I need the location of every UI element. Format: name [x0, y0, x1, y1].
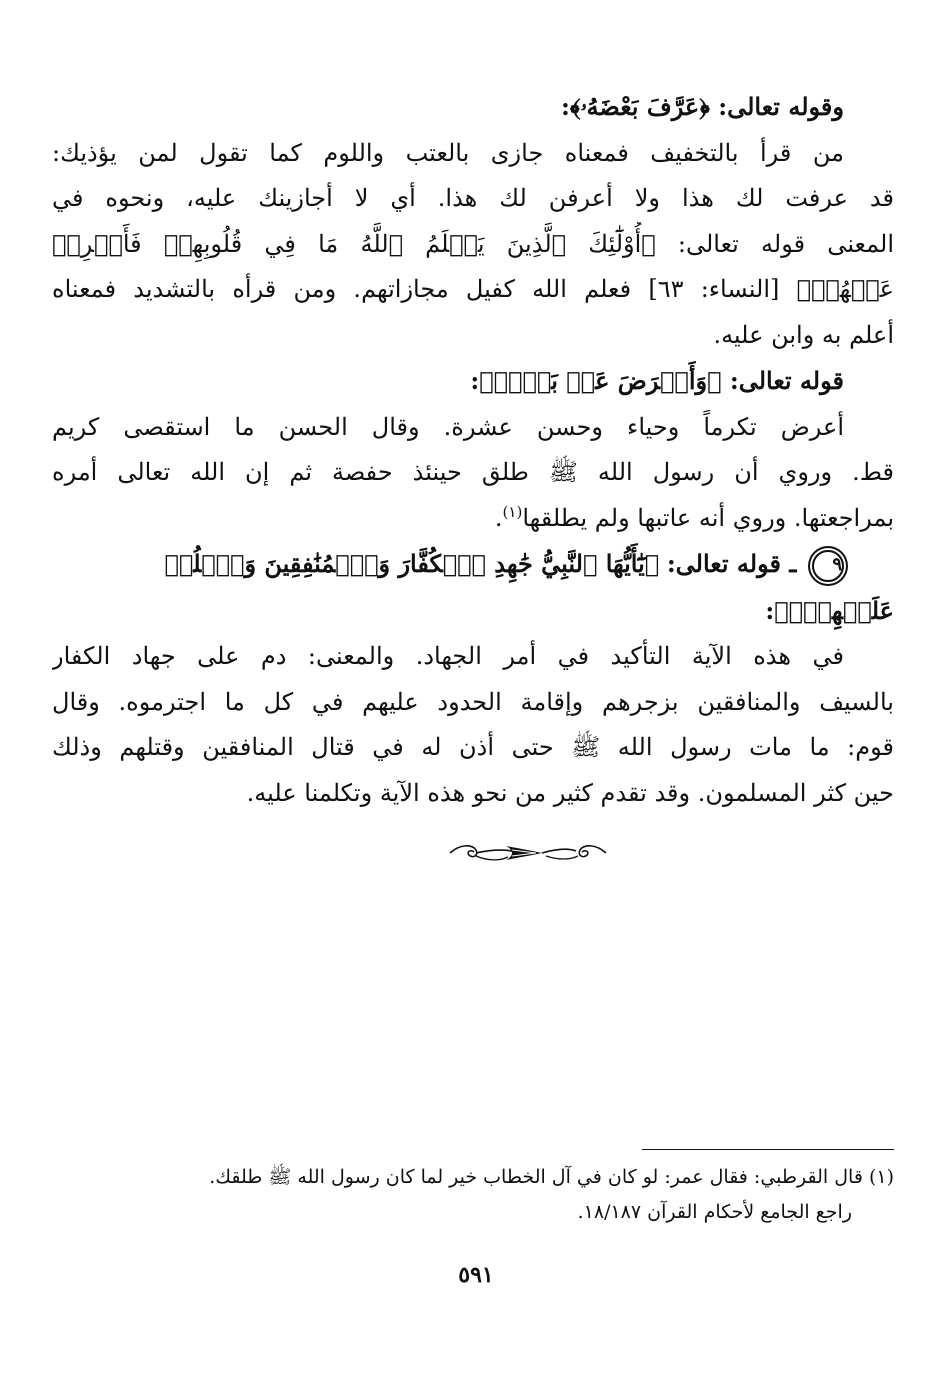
paragraph-3-line-2: بالسيف والمنافقين بزجرهم وإقامة الحدود عليهم في كل ما اجترموه. وقال: [52, 687, 894, 716]
paragraph-1-line-4: عَنۡهُمۡ﴾ [النساء: ٦٣] فعلم الله كفيل مجازاتهم. ومن قرأه بالتشديد فمعناه: [52, 275, 894, 303]
footnote-block: [52, 1160, 894, 1230]
heading-verse-1: [52, 84, 894, 131]
heading-3-continuation: [52, 588, 894, 635]
verse-number-badge: ٩: [812, 550, 844, 582]
footnote-line-2: راجع الجامع لأحكام القرآن ١٨/١٨٧.: [577, 1201, 852, 1223]
footnote-separator: [642, 1149, 894, 1150]
main-text: [52, 84, 894, 816]
heading-1-text: وقوله تعالى: ﴿عَرَّفَ بَعْضَهُۥ﴾:: [561, 92, 844, 121]
paragraph-2-line-3: [52, 496, 894, 542]
paragraph-1-line-5: أعلم به وابن عليه.: [713, 320, 894, 349]
heading-verse-2: [52, 358, 894, 405]
paragraph-1-line-2: قد عرفت لك هذا ولا أعرفن لك هذا. أي لا أجازينك عليه، ونحوه في: [52, 184, 894, 212]
footnote-reference[interactable]: (١): [502, 502, 523, 521]
paragraph-2-line-1: أعرض تكرماً وحياء وحسن عشرة. وقال الحسن ما استقصى كريم: [52, 412, 844, 441]
footnote-line-1: (١) قال القرطبي: فقال عمر: لو كان في آل الخطاب خير لما كان رسول الله ﷺ طلقك.: [209, 1166, 894, 1188]
heading-verse-9: [52, 541, 894, 588]
heading-3-quran-line-1: ﴿يَٰٓأَيُّهَا ٱلنَّبِيُّ جَٰهِدِ ٱلۡكُفَّارَ وَٱلۡمُنَٰفِقِينَ وَٱغۡلُظۡ: [164, 549, 660, 578]
page-number: ٥٩١: [458, 1262, 494, 1288]
floral-divider-icon: [446, 836, 610, 870]
paragraph-2-line-3-text: بمراجعتها. وروي أنه عاتبها ولم يطلقها: [522, 503, 894, 532]
paragraph-2-line-2: قط. وروي أن رسول الله ﷺ طلق حينئذ حفصة ثم إن الله تعالى أمره: [52, 458, 894, 486]
heading-2-text: قوله تعالى: ﴿وَأَعۡرَضَ عَنۢ بَعۡضٖ﴾:: [470, 366, 844, 395]
heading-3-quran-line-2: عَلَيۡهِمۡۚ﴾:: [765, 595, 894, 625]
paragraph-3-line-3: قوم: ما مات رسول الله ﷺ حتى أذن له في قتال المنافقين وقتلهم وذلك: [52, 733, 894, 761]
paragraph-1-line-3: المعنى قوله تعالى: ﴿أُوْلَٰٓئِكَ ٱلَّذِينَ يَعۡلَمُ ٱللَّهُ مَا فِي قُلُوبِهِمۡ فَأَعۡرِضۡ: [52, 229, 894, 258]
heading-3-label: ـ قوله تعالى:: [666, 549, 797, 578]
paragraph-3-line-4: حين كثر المسلمون. وقد تقدم كثير من نحو هذه الآية وتكلمنا عليه.: [246, 778, 894, 807]
paragraph-1-line-1: من قرأ بالتخفيف فمعناه جازى بالعتب واللوم كما تقول لمن يؤذيك:: [52, 138, 844, 167]
sentence-end-dot: .: [494, 503, 503, 532]
paragraph-3-line-1: في هذه الآية التأكيد في أمر الجهاد. والمعنى: دم على جهاد الكفار: [52, 642, 844, 670]
